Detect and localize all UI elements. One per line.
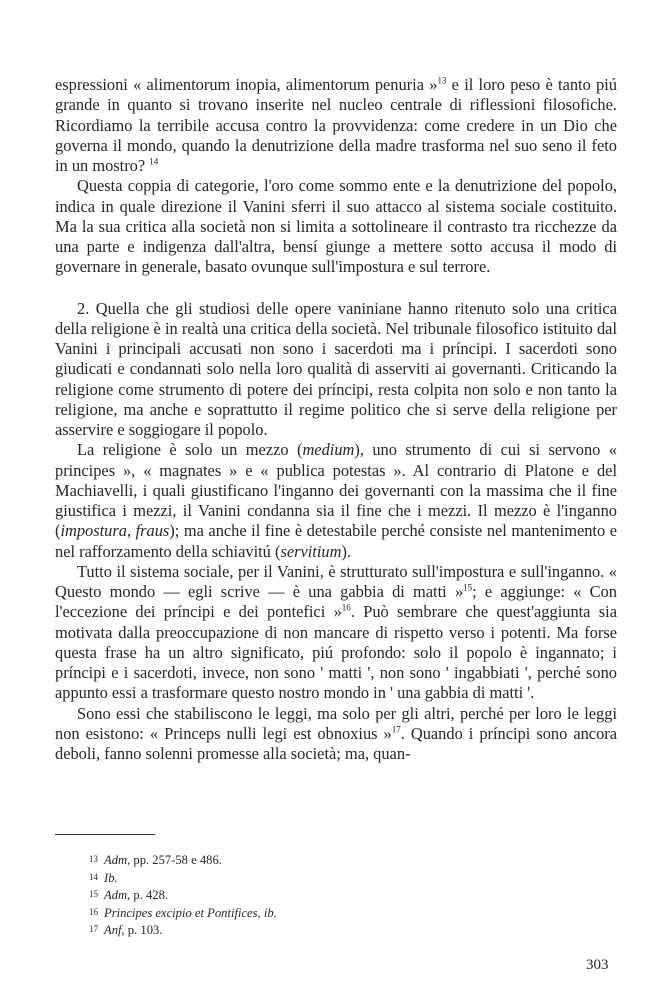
section-gap <box>55 278 617 299</box>
main-text <box>55 75 617 764</box>
page-number: 303 <box>586 957 609 973</box>
footnote-reference: 16 <box>341 602 351 613</box>
footnote <box>55 852 555 870</box>
text-run: ). <box>341 541 352 561</box>
text-run: Sono essi che stabiliscono le leggi, ma solo per gli altri, perché per loro le leggi non esistono: « Princeps nulli legi est obnoxius » <box>55 703 617 743</box>
italic-text: impostura, fraus <box>60 521 170 541</box>
text-run: La religione è solo un mezzo ( <box>77 440 303 460</box>
text-run: Questa coppia di categorie, l'oro come sommo ente e la denutrizione del popolo, indica in quale direzione il Vanini sferri il suo attacco al sistema sociale costituito. Ma la sua critica alla società non si limita a sottolineare il contrasto tra ricchezze da una parte e indigenza dall'altra, bensí giunge a mettere sotto accusa il modo di governare in generale, basato ovunque sull'impostura e sul terrore. <box>55 176 617 277</box>
footnote-number: 15 <box>89 889 98 900</box>
italic-text: Ib. <box>104 870 118 885</box>
italic-text: Adm <box>104 853 128 867</box>
paragraph <box>55 75 617 176</box>
footnote-reference: 15 <box>463 582 473 593</box>
footnote-text <box>104 870 118 888</box>
text-run: espressioni « alimentorum inopia, alimentorum penuria » <box>55 75 438 94</box>
footnote-text <box>104 852 222 870</box>
footnote-reference: 17 <box>391 724 401 735</box>
text-run: , pp. 257-58 e 486. <box>127 853 222 867</box>
paragraph <box>55 440 617 562</box>
paragraph <box>55 299 617 441</box>
text-run: ), uno strumento di cui si servono « principes », « magnates » e « publica potestas ». Al contrario di Platone e del Machiavelli, i quali giustificano l'inganno dei governanti con la massima che il fine giustifica i mezzi, il Vanini condanna sia il fine che i mezzi. Il mezzo è l'inganno ( <box>55 440 617 541</box>
paragraph <box>55 176 617 277</box>
footnotes <box>55 852 555 940</box>
footnote <box>55 905 555 923</box>
footnote-text <box>104 905 277 923</box>
footnote-text <box>104 922 162 940</box>
footnote <box>55 887 555 905</box>
footnote-divider <box>55 834 155 835</box>
italic-text: Anf <box>104 923 122 938</box>
text-run: 2. Quella che gli studiosi delle opere vaniniane hanno ritenuto solo una critica della religione è in realtà una critica della società. Nel tribunale filosofico istituito dal Vanini i principali accusati non sono i sacerdoti ma i príncipi. I sacerdoti sono giudicati e condannati solo nella loro qualità di asserviti ai governanti. Criticando la religione come strumento di potere dei príncipi, resta colpita non solo e non tanto la religione, ma anche e soprattutto il regime politico che si serve della religione per asservire e soggiogare il popolo. <box>55 298 617 439</box>
paragraph <box>55 704 617 765</box>
text-run: , p. 428. <box>127 888 169 903</box>
footnote-number: 16 <box>89 906 98 917</box>
text-run: . Quando i príncipi sono ancora deboli, fanno solenni promesse alla società; ma, quan- <box>55 723 617 763</box>
italic-text: Principes excipio et Pontifices, ib. <box>104 905 277 920</box>
italic-text: Adm <box>104 888 128 903</box>
text-run: ; e aggiunge: « Con l'eccezione dei príncipi e dei pontefici » <box>55 582 618 622</box>
footnote-text <box>104 887 168 905</box>
footnote <box>55 870 555 888</box>
italic-text: medium <box>302 440 355 460</box>
footnote-number: 14 <box>89 871 98 882</box>
text-run: e il loro peso è tanto piú grande in quanto si trovano inserite nel nucleo centrale di riflessioni filosofiche. Ricordiamo la terribile accusa contro la provvidenza: come credere in un Dio che governa il mondo, quando la denutrizione della madre trasforma nel suo seno il feto in un mostro? <box>55 75 617 175</box>
footnote <box>55 922 555 940</box>
footnote-reference: 14 <box>149 156 159 167</box>
text-run: . Può sembrare che quest'aggiunta sia motivata dalla preoccupazione di non mancare di rispetto verso i potenti. Ma forse questa frase ha un altro significato, piú profondo: solo il popolo è ingannato; i príncipi e i sacerdoti, invece, non sono ' matti ', non sono ' ingabbiati ', perché sono appunto essi a trasformare questo nostro mondo in ' una gabbia di matti '. <box>55 602 617 703</box>
text-run: ); ma anche il fine è detestabile perché consiste nel mantenimento e nel rafforzamento della schiavitú ( <box>55 521 617 561</box>
text-run: Tutto il sistema sociale, per il Vanini, è strutturato sull'impostura e sull'inganno. « Questo mondo — egli scrive — è una gabbia di matti » <box>55 561 617 601</box>
italic-text: servitium <box>280 541 342 561</box>
text-run: , p. 103. <box>121 923 163 938</box>
footnote-reference: 13 <box>437 75 447 86</box>
footnote-number: 17 <box>89 924 98 935</box>
footnote-number: 13 <box>89 854 98 864</box>
paragraph <box>55 562 617 704</box>
